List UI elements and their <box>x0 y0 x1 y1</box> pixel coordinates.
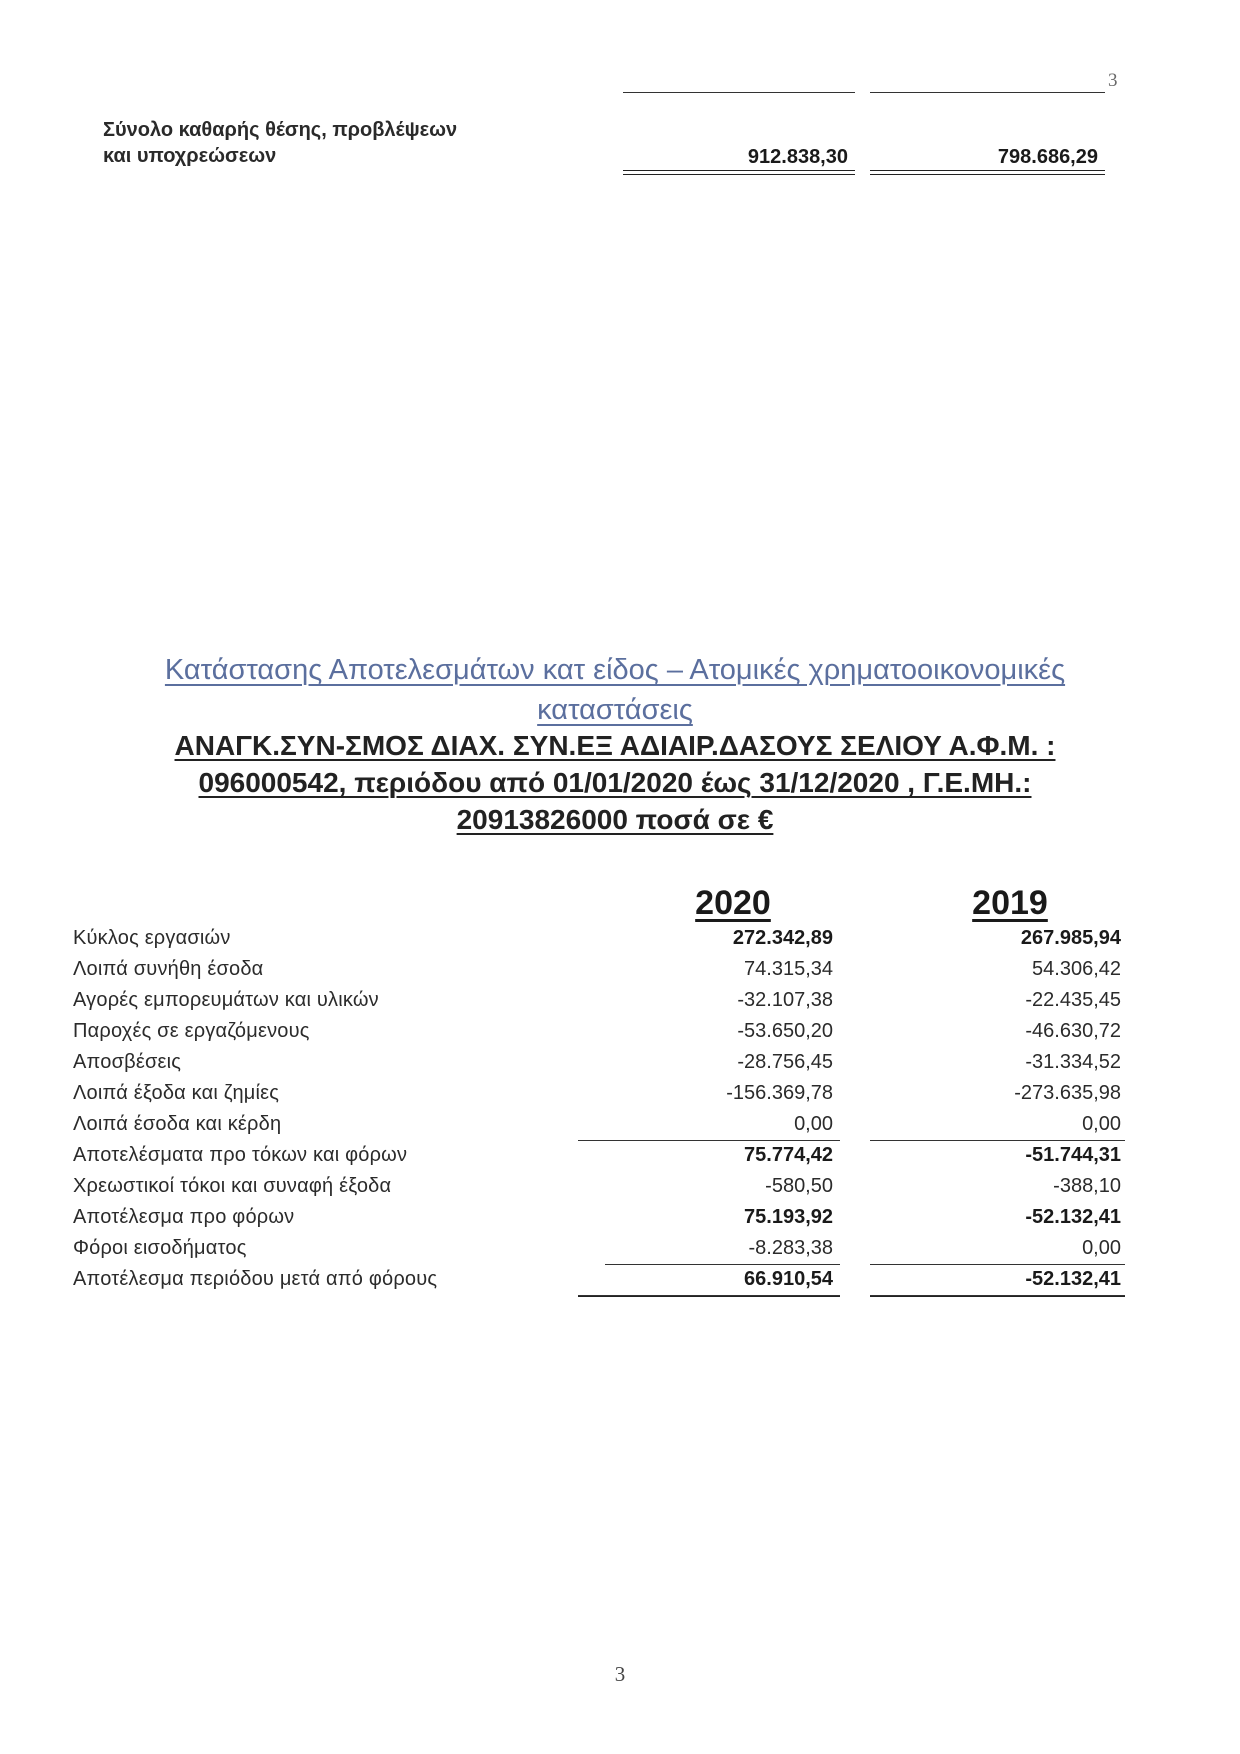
table-row <box>0 924 1240 955</box>
statement-title <box>60 650 1170 730</box>
row-value-2020: -156.369,78 <box>726 1082 833 1104</box>
top-rule-current <box>623 92 855 93</box>
balance-total-double-rule-previous <box>870 170 1105 175</box>
table-row <box>0 955 1240 986</box>
row-value-2019: 0,00 <box>1082 1113 1121 1135</box>
table-row <box>0 1172 1240 1203</box>
table-row <box>0 1203 1240 1234</box>
balance-total-label-line2: και υποχρεώσεων <box>103 145 277 167</box>
row-value-2019: -31.334,52 <box>1025 1051 1121 1073</box>
statement-title-line1: Κατάστασης Αποτελεσμάτων κατ είδος – Ατομικές χρηματοοικονομικές <box>164 654 1066 686</box>
statement-title-line2: καταστάσεις <box>537 694 693 726</box>
row-label: Αποτελέσματα προ τόκων και φόρων <box>73 1144 408 1166</box>
table-row <box>0 1265 1240 1296</box>
row-label: Χρεωστικοί τόκοι και συναφή έξοδα <box>73 1175 392 1197</box>
balance-total-previous: 798.686,29 <box>997 146 1098 168</box>
row-value-2020: -8.283,38 <box>748 1237 833 1259</box>
row-label: Φόροι εισοδήματος <box>73 1237 247 1259</box>
row-label: Αγορές εμπορευμάτων και υλικών <box>73 989 379 1011</box>
row-value-2019: 0,00 <box>1082 1237 1121 1259</box>
balance-total-label-line1: Σύνολο καθαρής θέσης, προβλέψεων <box>103 119 458 141</box>
table-row <box>0 1079 1240 1110</box>
row-label: Αποτέλεσμα προ φόρων <box>73 1206 295 1228</box>
final-double-rule-2020 <box>578 1295 840 1297</box>
row-value-2019: -388,10 <box>1053 1175 1121 1197</box>
row-label: Λοιπά έσοδα και κέρδη <box>73 1113 282 1135</box>
row-value-2020: 75.193,92 <box>744 1206 833 1228</box>
row-value-2020: -53.650,20 <box>737 1020 833 1042</box>
row-value-2020: 272.342,89 <box>732 927 833 949</box>
row-value-2019: -52.132,41 <box>1025 1268 1121 1290</box>
balance-total-current: 912.838,30 <box>747 146 848 168</box>
row-label: Λοιπά συνήθη έσοδα <box>73 958 264 980</box>
table-row <box>0 1141 1240 1172</box>
row-value-2019: -273.635,98 <box>1014 1082 1121 1104</box>
row-value-2019: 54.306,42 <box>1032 958 1121 980</box>
row-value-2019: -51.744,31 <box>1025 1144 1121 1166</box>
row-value-2019: 267.985,94 <box>1020 927 1121 949</box>
entity-heading <box>60 727 1170 838</box>
row-value-2019: -46.630,72 <box>1025 1020 1121 1042</box>
row-value-2020: 74.315,34 <box>744 958 833 980</box>
table-row <box>0 1017 1240 1048</box>
row-label: Αποτέλεσμα περιόδου μετά από φόρους <box>73 1268 438 1290</box>
row-label: Αποσβέσεις <box>73 1051 182 1073</box>
row-value-2020: 66.910,54 <box>744 1268 833 1290</box>
row-value-2019: -52.132,41 <box>1025 1206 1121 1228</box>
row-label: Κύκλος εργασιών <box>73 927 231 949</box>
balance-total-label <box>103 117 457 169</box>
year-header-current: 2020 <box>695 884 771 922</box>
table-row <box>0 1048 1240 1079</box>
entity-heading-line1: ΑΝΑΓΚ.ΣΥΝ-ΣΜΟΣ ΔΙΑΧ. ΣΥΝ.ΕΞ ΑΔΙΑΙΡ.ΔΑΣΟΥΣ ΣΕΛΙΟΥ Α.Φ.Μ. : <box>174 730 1056 761</box>
row-value-2020: 0,00 <box>794 1113 833 1135</box>
table-row <box>0 1110 1240 1141</box>
row-value-2020: -32.107,38 <box>737 989 833 1011</box>
row-label: Παροχές σε εργαζόμενους <box>73 1020 310 1042</box>
year-header-previous: 2019 <box>972 884 1048 922</box>
row-value-2020: -580,50 <box>765 1175 833 1197</box>
row-label: Λοιπά έξοδα και ζημίες <box>73 1082 280 1104</box>
final-double-rule-2019 <box>870 1295 1125 1297</box>
top-rule-previous <box>870 92 1105 93</box>
table-row <box>0 1234 1240 1265</box>
balance-total-double-rule-current <box>623 170 855 175</box>
row-value-2019: -22.435,45 <box>1025 989 1121 1011</box>
entity-heading-line2: 096000542, περιόδου από 01/01/2020 έως 31/12/2020 , Γ.Ε.ΜΗ.: <box>198 767 1032 798</box>
income-statement-table <box>0 924 1240 1296</box>
entity-heading-line3: 20913826000 ποσά σε € <box>456 804 774 835</box>
footer-page-number: 3 <box>614 1662 626 1686</box>
row-value-2020: -28.756,45 <box>737 1051 833 1073</box>
corner-page-number: 3 <box>1108 70 1118 91</box>
row-value-2020: 75.774,42 <box>744 1144 833 1166</box>
table-row <box>0 986 1240 1017</box>
